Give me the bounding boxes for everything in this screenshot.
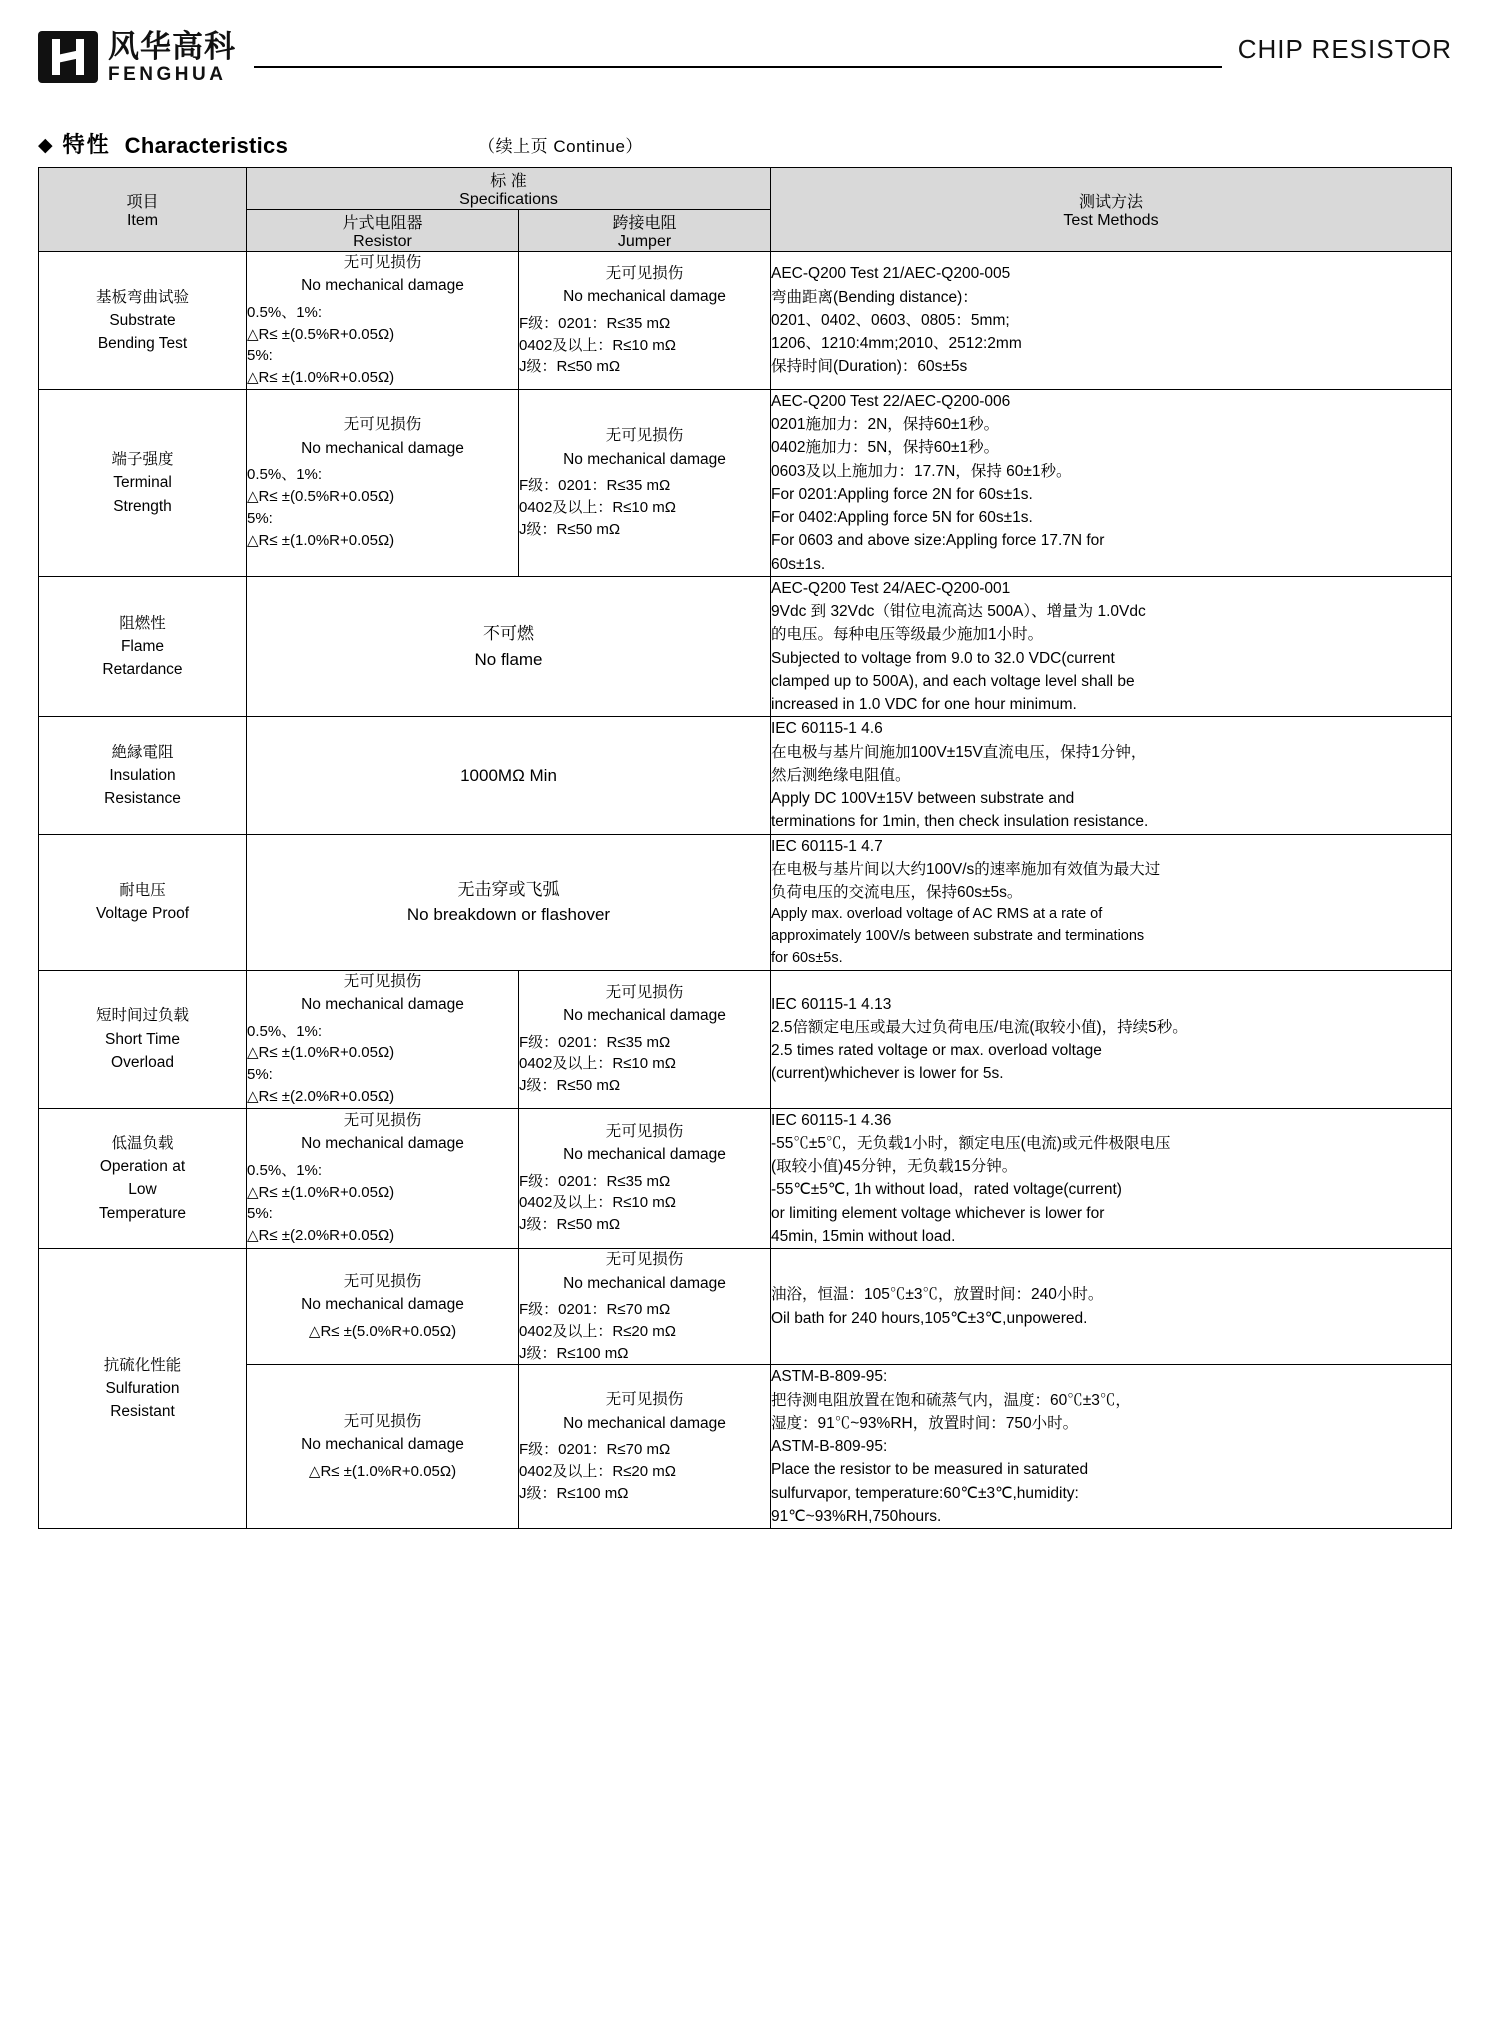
item-label-en1: Substrate xyxy=(109,311,176,329)
spec-resistor xyxy=(247,970,519,1108)
spec-jumper xyxy=(519,970,771,1108)
spec-title-en: No mechanical damage xyxy=(563,1007,726,1025)
continue-note: （续上页 Continue） xyxy=(478,137,643,156)
spec-title-cn: 无可见损伤 xyxy=(343,254,422,271)
spec-title-cn: 无可见损伤 xyxy=(343,1111,422,1129)
item-label-cn: 阻燃性 xyxy=(119,614,166,632)
spec-title-cn: 无可见损伤 xyxy=(343,972,422,990)
item-label-en2: Bending Test xyxy=(97,335,188,353)
item-insulation-resistance xyxy=(39,717,247,834)
section-header xyxy=(38,128,1452,159)
table-row xyxy=(39,389,1452,576)
spec-lines: 0.5%、1%: △R≤ ±(0.5%R+0.05Ω) 5%: △R≤ ±(1.0%R+0.05Ω) xyxy=(247,303,395,387)
spec-title-en: No mechanical damage xyxy=(301,439,464,457)
item-label-en1: Short Time xyxy=(105,1030,180,1048)
spec-lines: F级：0201：R≤70 mΩ 0402及以上：R≤20 mΩ J级：R≤100 mΩ xyxy=(519,1441,676,1502)
item-sulfuration-resistant xyxy=(39,1249,247,1529)
spec-resistor xyxy=(247,389,519,576)
spec-title-cn: 无可见损伤 xyxy=(343,1272,422,1290)
spec-title-cn: 无可见损伤 xyxy=(343,416,422,434)
spec-resistor xyxy=(247,1365,519,1529)
spec-merged xyxy=(247,576,771,717)
table-row xyxy=(39,1365,1452,1529)
header-jumper-cn: 跨接电阻 xyxy=(612,215,677,232)
spec-jumper xyxy=(519,252,771,390)
fenghua-logo-icon xyxy=(38,31,98,83)
test-method: AEC-Q200 Test 24/AEC-Q200-001 9Vdc 到 32Vdc（钳位电流高达 500A）、增量为 1.0Vdc 的电压。每种电压等级最少施加1小时。 Subjected to voltage from 9.0 to 32.0 VDC(current clamped up to 500A), and each voltage level shall be increased in 1.0 VDC for one hour minimum. xyxy=(771,576,1452,717)
test-method: ASTM-B-809-95: 把待测电阻放置在饱和硫蒸气内，温度：60℃±3℃， 湿度：91℃~93%RH，放置时间：750小时。 ASTM-B-809-95: Place the resistor to be measured in saturated sulfurvapor, temperature:60℃±3℃,humidity: 91℃~93%RH,750hours. xyxy=(771,1365,1452,1529)
spec-title-en: No mechanical damage xyxy=(301,1296,464,1314)
header-spec-en: Specifications xyxy=(459,191,558,208)
item-label-cn: 絶縁電阻 xyxy=(111,743,174,761)
item-label-cn: 端子强度 xyxy=(111,451,174,469)
item-label-en1: Sulfuration xyxy=(105,1379,180,1397)
item-label-en1: Voltage Proof xyxy=(95,905,190,923)
test-method: AEC-Q200 Test 22/AEC-Q200-006 0201施加力：2N，保持60±1秒。 0402施加力：5N，保持60±1秒。 0603及以上施加力：17.7N，保持 60±1秒。 For 0201:Appling force 2N for 60s±1s. For 0402:Appling force 5N for 60s±1s. For 0603 and above size:Appling force 17.7N for 60s±1s. xyxy=(771,389,1452,576)
test-method: 油浴，恒温：105℃±3℃，放置时间：240小时。 Oil bath for 240 hours,105℃±3℃,unpowered. xyxy=(771,1249,1452,1365)
spec-jumper xyxy=(519,1108,771,1249)
header-resistor-cn: 片式电阻器 xyxy=(342,215,423,232)
page-header xyxy=(38,20,1452,94)
item-label-en1: Flame xyxy=(120,638,165,656)
spec-lines: 0.5%、1%: △R≤ ±(1.0%R+0.05Ω) 5%: △R≤ ±(2.0%R+0.05Ω) xyxy=(247,1161,395,1245)
table-row xyxy=(39,1249,1452,1365)
table-row xyxy=(39,970,1452,1108)
spec-lines: 0.5%、1%: △R≤ ±(0.5%R+0.05Ω) 5%: △R≤ ±(1.0%R+0.05Ω) xyxy=(247,466,395,549)
spec-jumper xyxy=(519,389,771,576)
test-method: IEC 60115-1 4.7 在电极与基片间以大约100V/s的速率施加有效值为最大过 负荷电压的交流电压，保持60s±5s。 Apply max. overload voltage of AC RMS at a rate of approximately 100V/s between substrate and terminations for 60s±5s. xyxy=(771,834,1452,970)
spec-title-en: No mechanical damage xyxy=(301,1436,464,1454)
spec-title-en: No breakdown or flashover xyxy=(406,905,611,925)
spec-lines: △R≤ ±(1.0%R+0.05Ω) xyxy=(308,1462,457,1480)
table-row xyxy=(39,1108,1452,1249)
header-item-en: Item xyxy=(126,212,159,229)
spec-lines: F级：0201：R≤70 mΩ 0402及以上：R≤20 mΩ J级：R≤100 mΩ xyxy=(519,1301,676,1362)
spec-title-cn: 无可见损伤 xyxy=(605,264,684,282)
item-label-en2: Overload xyxy=(111,1053,174,1071)
item-label-en1: Operation at xyxy=(99,1158,186,1176)
spec-title-en: No mechanical damage xyxy=(563,1146,726,1164)
spec-jumper xyxy=(519,1365,771,1529)
header-method-en: Test Methods xyxy=(1063,212,1159,229)
table-row xyxy=(39,576,1452,717)
spec-title-en: No mechanical damage xyxy=(563,1414,726,1432)
item-low-temperature xyxy=(39,1108,247,1249)
spec-lines: △R≤ ±(5.0%R+0.05Ω) xyxy=(308,1322,457,1340)
spec-title-cn: 无可见损伤 xyxy=(605,1391,684,1409)
item-label-en2: Resistant xyxy=(110,1403,175,1421)
spec-lines: F级：0201：R≤35 mΩ 0402及以上：R≤10 mΩ J级：R≤50 mΩ xyxy=(519,1033,676,1094)
item-label-en2: Strength xyxy=(113,497,172,515)
item-terminal-strength xyxy=(39,389,247,576)
spec-title-cn: 无可见损伤 xyxy=(343,1412,422,1430)
item-voltage-proof xyxy=(39,834,247,970)
header-resistor-en: Resistor xyxy=(353,233,412,250)
header-jumper xyxy=(519,210,771,252)
table-row xyxy=(39,834,1452,970)
header-test-methods xyxy=(771,168,1452,252)
spec-jumper xyxy=(519,1249,771,1365)
spec-lines: F级：0201：R≤35 mΩ 0402及以上：R≤10 mΩ J级：R≤50 mΩ xyxy=(519,477,676,538)
spec-title-en: No flame xyxy=(474,649,543,669)
spec-title-cn: 无可见损伤 xyxy=(605,1251,684,1269)
test-method: IEC 60115-1 4.36 -55℃±5℃，无负载1小时，额定电压(电流)或元件极限电压 (取较小值)45分钟，无负载15分钟。 -55℃±5℃, 1h without load，rated voltage(current) or limiting element voltage whichever is lower for 45min, 15min without load. xyxy=(771,1108,1452,1249)
item-label-cn: 短时间过负载 xyxy=(95,1007,189,1025)
test-method: IEC 60115-1 4.13 2.5倍额定电压或最大过负荷电压/电流(取较小值)，持续5秒。 2.5 times rated voltage or max. overload voltage (current)whichever is lower for 5s. xyxy=(771,970,1452,1108)
spec-title-cn: 无可见损伤 xyxy=(605,983,684,1001)
header-jumper-en: Jumper xyxy=(617,233,672,250)
item-label-cn: 基板弯曲试验 xyxy=(95,288,189,306)
test-method: IEC 60115-1 4.6 在电极与基片间施加100V±15V直流电压，保持1分钟， 然后测绝缘电阻值。 Apply DC 100V±15V between substrate and terminations for 1min, then check insulation resistance. xyxy=(771,717,1452,834)
item-label-en1: Terminal xyxy=(113,474,172,492)
spec-merged xyxy=(247,717,771,834)
section-title-cn: 特性 xyxy=(62,132,111,157)
item-label-en3: Temperature xyxy=(98,1204,186,1222)
spec-title-en: No mechanical damage xyxy=(563,288,726,306)
spec-lines: 0.5%、1%: △R≤ ±(1.0%R+0.05Ω) 5%: △R≤ ±(2.0%R+0.05Ω) xyxy=(247,1022,395,1105)
characteristics-table xyxy=(38,167,1452,1529)
spec-title-en: No mechanical damage xyxy=(301,277,464,295)
logo-text-en: FENGHUA xyxy=(108,63,227,85)
spec-title-en: No mechanical damage xyxy=(301,1135,464,1153)
spec-title-cn: 1000MΩ Min xyxy=(460,765,557,785)
spec-lines: F级：0201：R≤35 mΩ 0402及以上：R≤10 mΩ J级：R≤50 mΩ xyxy=(519,314,676,376)
spec-title-cn: 无可见损伤 xyxy=(605,427,684,445)
header-method-cn: 测试方法 xyxy=(1078,194,1143,211)
header-title: CHIP RESISTOR xyxy=(1237,33,1452,64)
spec-title-cn: 无击穿或飞弧 xyxy=(457,879,560,899)
table-row xyxy=(39,717,1452,834)
spec-title-en: No mechanical damage xyxy=(563,1274,726,1292)
company-logo xyxy=(38,28,236,85)
spec-resistor xyxy=(247,1108,519,1249)
item-label-en2: Resistance xyxy=(104,790,181,808)
header-divider xyxy=(254,66,1222,68)
test-method: AEC-Q200 Test 21/AEC-Q200-005 弯曲距离(Bending distance)： 0201、0402、0603、0805：5mm; 1206、1210:4mm;2010、2512:2mm 保持时间(Duration)：60s±5s xyxy=(771,252,1452,390)
spec-title-cn: 无可见损伤 xyxy=(605,1122,684,1140)
spec-title-cn: 不可燃 xyxy=(483,624,534,644)
header-resistor xyxy=(247,210,519,252)
item-label-cn: 耐电压 xyxy=(119,881,166,899)
item-substrate-bending xyxy=(39,252,247,390)
spec-title-en: No mechanical damage xyxy=(563,450,726,468)
header-specifications xyxy=(247,168,771,210)
item-label-cn: 低温负载 xyxy=(111,1134,174,1152)
spec-resistor xyxy=(247,252,519,390)
logo-text-cn: 风华高科 xyxy=(108,28,236,64)
item-label-cn: 抗硫化性能 xyxy=(103,1356,182,1374)
item-label-en2: Retardance xyxy=(102,661,183,679)
diamond-bullet-icon: ◆ xyxy=(38,135,53,156)
spec-title-en: No mechanical damage xyxy=(301,996,464,1014)
section-title-en: Characteristics xyxy=(124,133,289,158)
item-label-en2: Low xyxy=(128,1181,157,1199)
item-short-time-overload xyxy=(39,970,247,1108)
header-spec-cn: 标 准 xyxy=(490,173,527,190)
spec-lines: F级：0201：R≤35 mΩ 0402及以上：R≤10 mΩ J级：R≤50 mΩ xyxy=(519,1172,676,1234)
header-item-cn: 项目 xyxy=(126,194,159,211)
table-row xyxy=(39,252,1452,390)
item-flame-retardance xyxy=(39,576,247,717)
spec-resistor xyxy=(247,1249,519,1365)
table-header-row xyxy=(39,168,1452,210)
spec-merged xyxy=(247,834,771,970)
item-label-en1: Insulation xyxy=(109,766,176,784)
header-item xyxy=(39,168,247,252)
